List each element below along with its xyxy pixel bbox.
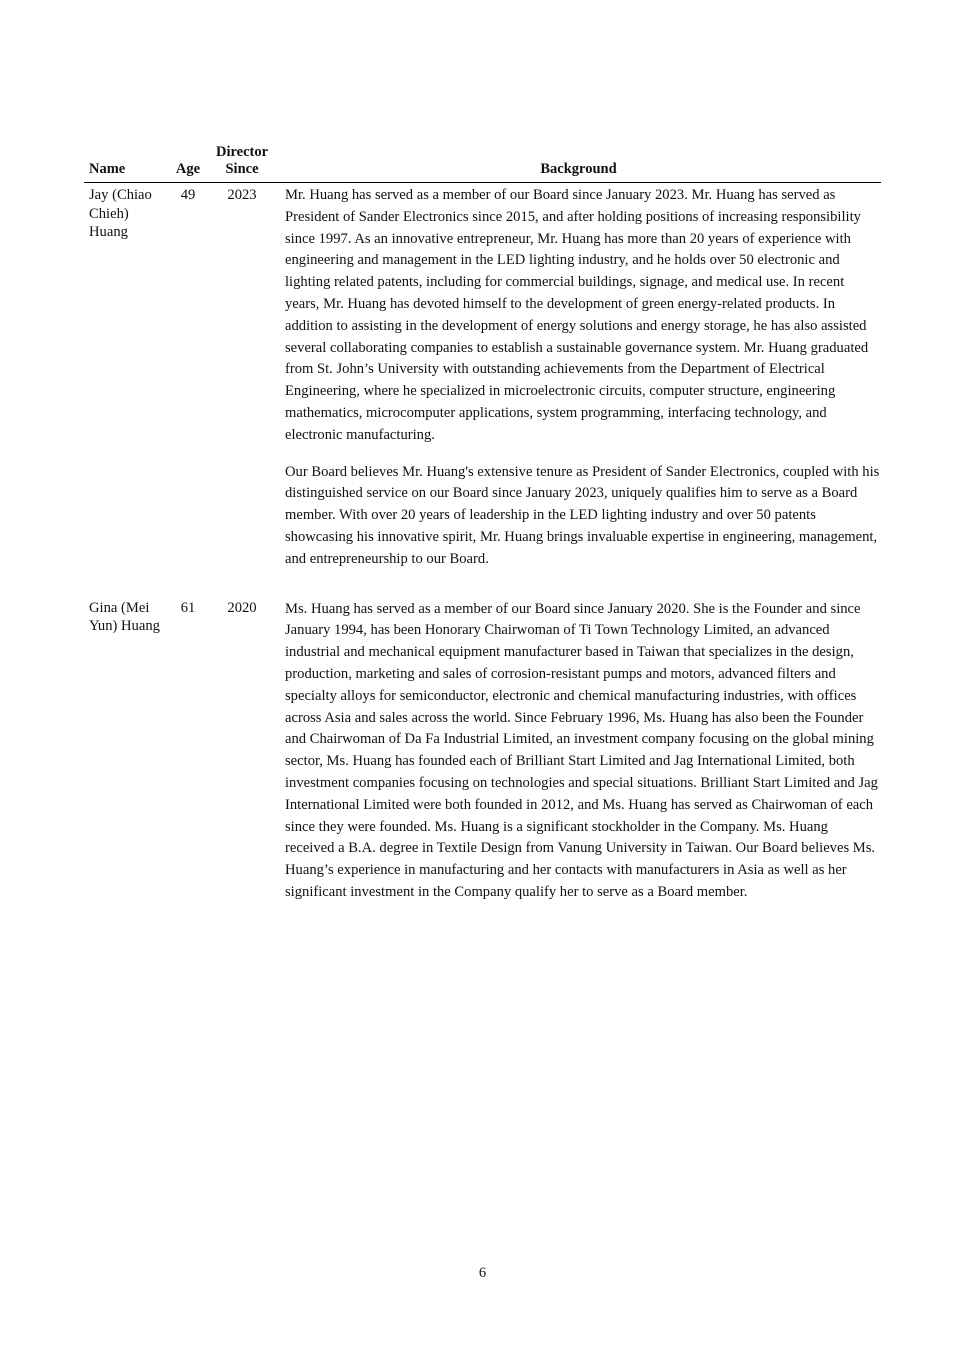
director-name (84, 571, 168, 904)
director-age: 61 (180, 599, 196, 616)
directors-table-container (84, 142, 881, 904)
header-director-since (208, 142, 276, 183)
director-name-line: Huang (89, 224, 128, 240)
background-paragraph: Mr. Huang has served as a member of our Board since January 2023. Mr. Huang has served as President of Sander Electronics since 2015, and after holding positions of increasing responsibility since 1997. As an innovative entrepreneur, Mr. Huang has more than 20 years of experience with engineering and management in the LED lighting industry, and he holds over 50 electronic and lighting related patents, including for commercial buildings, signage, and medical use. In recent years, Mr. Huang has devoted himself to the development of green energy-related products. In addition to assisting in the development of energy solutions and energy storage, he has also assisted several collaborating companies to establish a sustainable governance system. Mr. Huang graduated from St. John’s University with outstanding achievements from the Department of Electrical Engineering, where he specialized in microelectronic circuits, computer structure, engineering mathematics, microcomputer applications, system programming, interfacing technology, and electronic manufacturing. (285, 187, 869, 443)
director-name-line: Yun) Huang (89, 618, 160, 635)
directors-table (84, 142, 881, 904)
page-number: 6 (478, 1265, 487, 1281)
header-director-since-line2: Since (225, 161, 259, 177)
table-header-row (84, 142, 881, 183)
director-since: 2020 (227, 599, 257, 616)
director-name (84, 183, 168, 571)
director-name-line: Gina (Mei (89, 599, 150, 616)
header-background: Background (276, 142, 881, 183)
header-name: Name (84, 142, 168, 183)
background-paragraph: Our Board believes Mr. Huang's extensive tenure as President of Sander Electronics, coupled with his distinguished service on our Board since January 2023, uniquely qualifies him to serve as a Board member. With over 20 years of leadership in the LED lighting industry and over 50 patents showcasing his innovative spirit, Mr. Huang brings invaluable expertise in engineering, management, and entrepreneurship to our Board. (285, 463, 880, 567)
header-director-since-line1: Director (215, 144, 269, 160)
director-name-line: Jay (Chiao (89, 187, 152, 203)
background-paragraph: Ms. Huang has served as a member of our Board since January 2020. She is the Founder and since January 1994, has been Honorary Chairwoman of Ti Town Technology Limited, an advanced industrial and mechanical equipment manufacturer based in Taiwan that specializes in the design, production, marketing and sales of corrosion-resistant pumps and motors, advanced filters and specialty alloys for semiconductor, electronic and chemical manufacturing industries, with offices across Asia and sales across the world. Since February 1996, Ms. Huang has also been the Founder and Chairwoman of Da Fa Industrial Limited, an investment company focusing on the global mining sector, Ms. Huang has founded each of Brilliant Start Limited and Jag International Limited, both investment companies focusing on technologies and special situations. Brilliant Start Limited and Jag International Limited were both founded in 2012, and Ms. Huang has served as Chairwoman of each since they were founded. Ms. Huang is a significant stockholder in the Company. Ms. Huang received a B.A. degree in Textile Design from Vanung University in Taiwan. Our Board believes Ms. Huang’s experience in manufacturing and her contacts with manufacturers in Asia as well as her significant investment in the Company qualify her to serve as a Board member. (285, 600, 878, 900)
director-since: 2023 (227, 187, 257, 203)
director-age: 49 (180, 187, 196, 203)
table-row (84, 183, 881, 571)
director-name-line: Chieh) (89, 205, 129, 222)
director-background (276, 183, 881, 571)
table-row (84, 571, 881, 904)
director-background (276, 571, 881, 904)
header-age: Age (168, 142, 208, 183)
